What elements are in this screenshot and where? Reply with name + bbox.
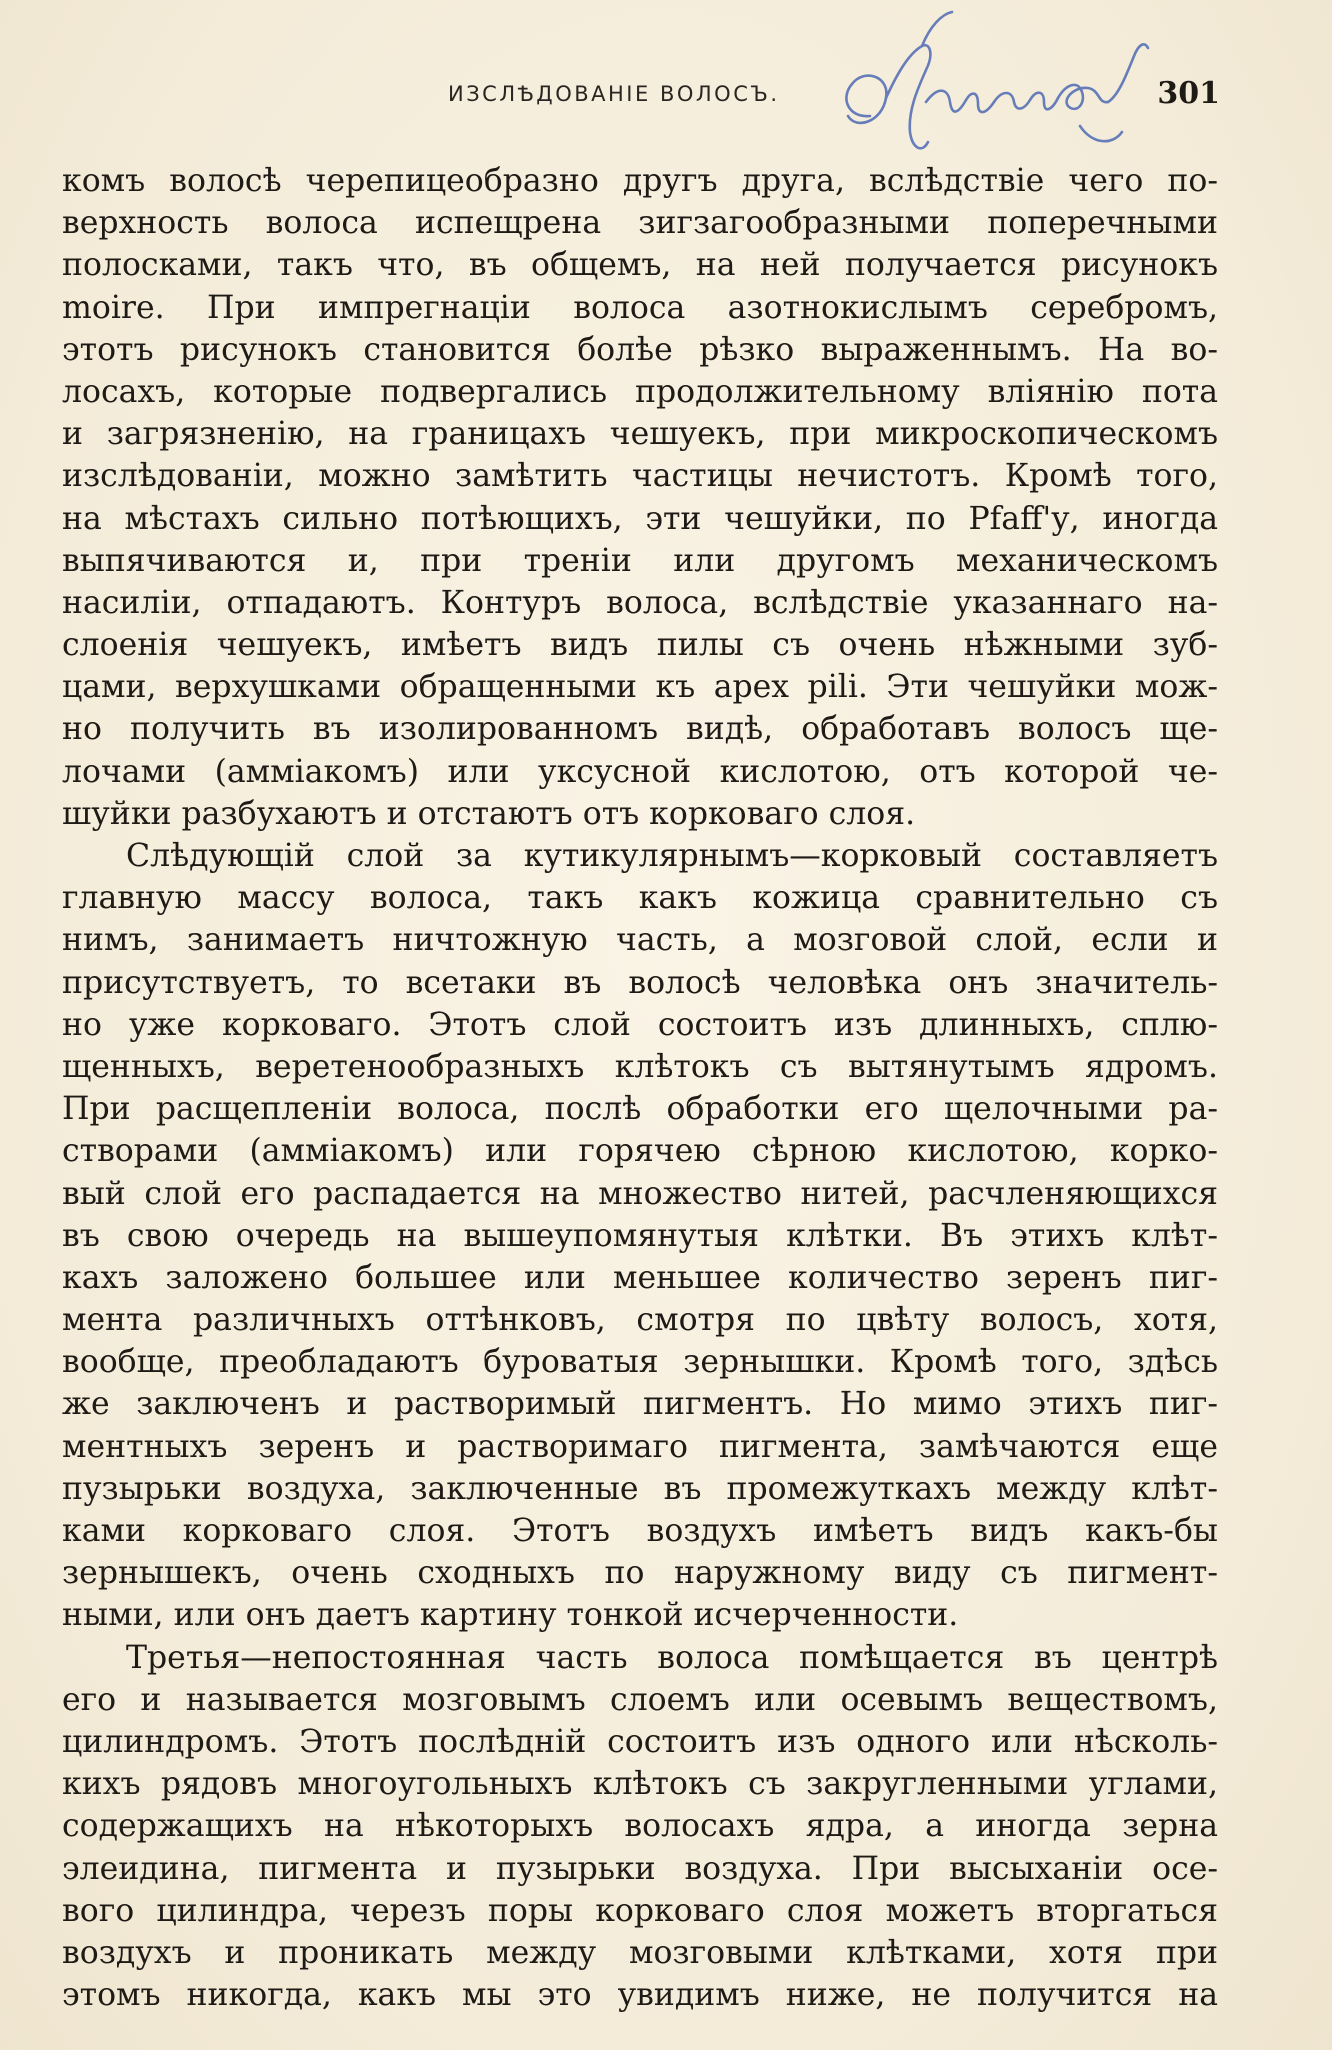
text-line: содержащихъ на нѣкоторыхъ волосахъ ядра, а иногда зерна	[62, 1808, 1218, 1845]
text-line: вый слой его распадается на множество нитей, расчленяющихся	[62, 1175, 1218, 1212]
text-line: насиліи, отпадаютъ. Контуръ волоса, вслѣдствіе указаннаго на-	[62, 584, 1218, 621]
text-line: Слѣдующій слой за кутикулярнымъ—корковый составляетъ	[126, 838, 1218, 874]
text-line: лосахъ, которые подвергались продолжительному вліянію пота	[62, 373, 1218, 410]
text-line: слоенія чешуекъ, имѣетъ видъ пилы съ очень нѣжными зуб-	[62, 627, 1218, 664]
paragraph-1	[62, 160, 1218, 835]
paragraph-2	[62, 835, 1218, 1637]
page-header	[0, 78, 1332, 126]
text-line: присутствуетъ, то всетаки въ волосѣ человѣка онъ значитель-	[62, 964, 1218, 1001]
text-line: главную массу волоса, такъ какъ кожица сравнительно съ	[62, 880, 1218, 917]
text-line: выпячиваются и, при треніи или другомъ механическомъ	[62, 542, 1218, 579]
text-line: комъ волосѣ черепицеобразно другъ друга, вслѣдствіе чего по-	[62, 163, 1218, 199]
text-line: мента различныхъ оттѣнковъ, смотря по цвѣту волосъ, хотя,	[62, 1302, 1218, 1339]
text-line: воздухъ и проникать между мозговыми клѣтками, хотя при	[62, 1934, 1218, 1971]
text-line: въ свою очередь на вышеупомянутыя клѣтки. Въ этихъ клѣт-	[62, 1217, 1218, 1254]
text-line: ментныхъ зеренъ и растворимаго пигмента, замѣчаются еще	[62, 1428, 1218, 1465]
text-line: цами, верхушками обращенными къ apex pili. Эти чешуйки мож-	[62, 669, 1218, 706]
text-line: этотъ рисунокъ становится болѣе рѣзко выраженнымъ. На во-	[62, 331, 1218, 368]
text-line: но получить въ изолированномъ видѣ, обработавъ волосъ ще-	[62, 711, 1218, 748]
text-line: кахъ заложено большее или меньшее количество зеренъ пиг-	[62, 1259, 1218, 1296]
running-title: ИЗСЛѢДОВАНІЕ ВОЛОСЪ.	[448, 82, 780, 106]
text-line: изслѣдованіи, можно замѣтить частицы нечистотъ. Кромѣ того,	[62, 458, 1218, 495]
text-line: лочами (амміакомъ) или уксусной кислотою, отъ которой че-	[62, 753, 1218, 790]
text-line: же заключенъ и растворимый пигментъ. Но мимо этихъ пиг-	[62, 1386, 1218, 1423]
text-line: на мѣстахъ сильно потѣющихъ, эти чешуйки, по Pfaff'у, иногда	[62, 500, 1218, 537]
text-line: вого цилиндра, черезъ поры корковаго слоя можетъ вторгаться	[62, 1892, 1218, 1929]
text-line: нимъ, занимаетъ ничтожную часть, а мозговой слой, если и	[62, 922, 1218, 959]
text-line: зернышекъ, очень сходныхъ по наружному виду съ пигмент-	[62, 1555, 1218, 1592]
text-line: При расщепленіи волоса, послѣ обработки его щелочными ра-	[62, 1091, 1218, 1128]
paragraph-3	[62, 1637, 1218, 2017]
text-line: moire. При импрегнаціи волоса азотнокислымъ серебромъ,	[62, 289, 1218, 326]
body-text	[62, 160, 1218, 2016]
text-line: ками корковаго слоя. Этотъ воздухъ имѣетъ видъ какъ-бы	[62, 1513, 1218, 1549]
text-line: створами (амміакомъ) или горячею сѣрною кислотою, корко-	[62, 1133, 1218, 1170]
text-line: Третья—непостоянная часть волоса помѣщается въ центрѣ	[126, 1639, 1218, 1676]
text-line: пузырьки воздуха, заключенные въ промежуткахъ между клѣт-	[62, 1470, 1218, 1507]
text-line: вообще, преобладаютъ буроватыя зернышки. Кромѣ того, здѣсь	[62, 1344, 1218, 1381]
text-line: верхность волоса испещрена зигзагообразными поперечными	[62, 205, 1218, 242]
text-line: кихъ рядовъ многоугольныхъ клѣтокъ съ закругленными углами,	[62, 1766, 1218, 1803]
text-line: и загрязненію, на границахъ чешуекъ, при микроскопическомъ	[62, 416, 1218, 453]
text-line: щенныхъ, веретенообразныхъ клѣтокъ съ вытянутымъ ядромъ.	[62, 1048, 1218, 1085]
page-number: 301	[1157, 76, 1220, 111]
text-line: но уже корковаго. Этотъ слой состоитъ изъ длинныхъ, сплю-	[62, 1006, 1218, 1043]
text-line: цилиндромъ. Этотъ послѣдній состоитъ изъ одного или нѣсколь-	[62, 1723, 1218, 1760]
text-line: элеидина, пигмента и пузырьки воздуха. При высыханіи осе-	[62, 1850, 1218, 1887]
handwritten-signature	[830, 6, 1170, 176]
text-line: ными, или онъ даетъ картину тонкой исчерченности.	[62, 1597, 959, 1634]
text-line: этомъ никогда, какъ мы это увидимъ ниже, не получится на	[62, 1977, 1218, 2014]
text-line: полосками, такъ что, въ общемъ, на ней получается рисунокъ	[62, 247, 1218, 284]
text-line: шуйки разбухаютъ и отстаютъ отъ корковаго слоя.	[62, 795, 916, 832]
text-line: его и называется мозговымъ слоемъ или осевымъ веществомъ,	[62, 1681, 1218, 1718]
